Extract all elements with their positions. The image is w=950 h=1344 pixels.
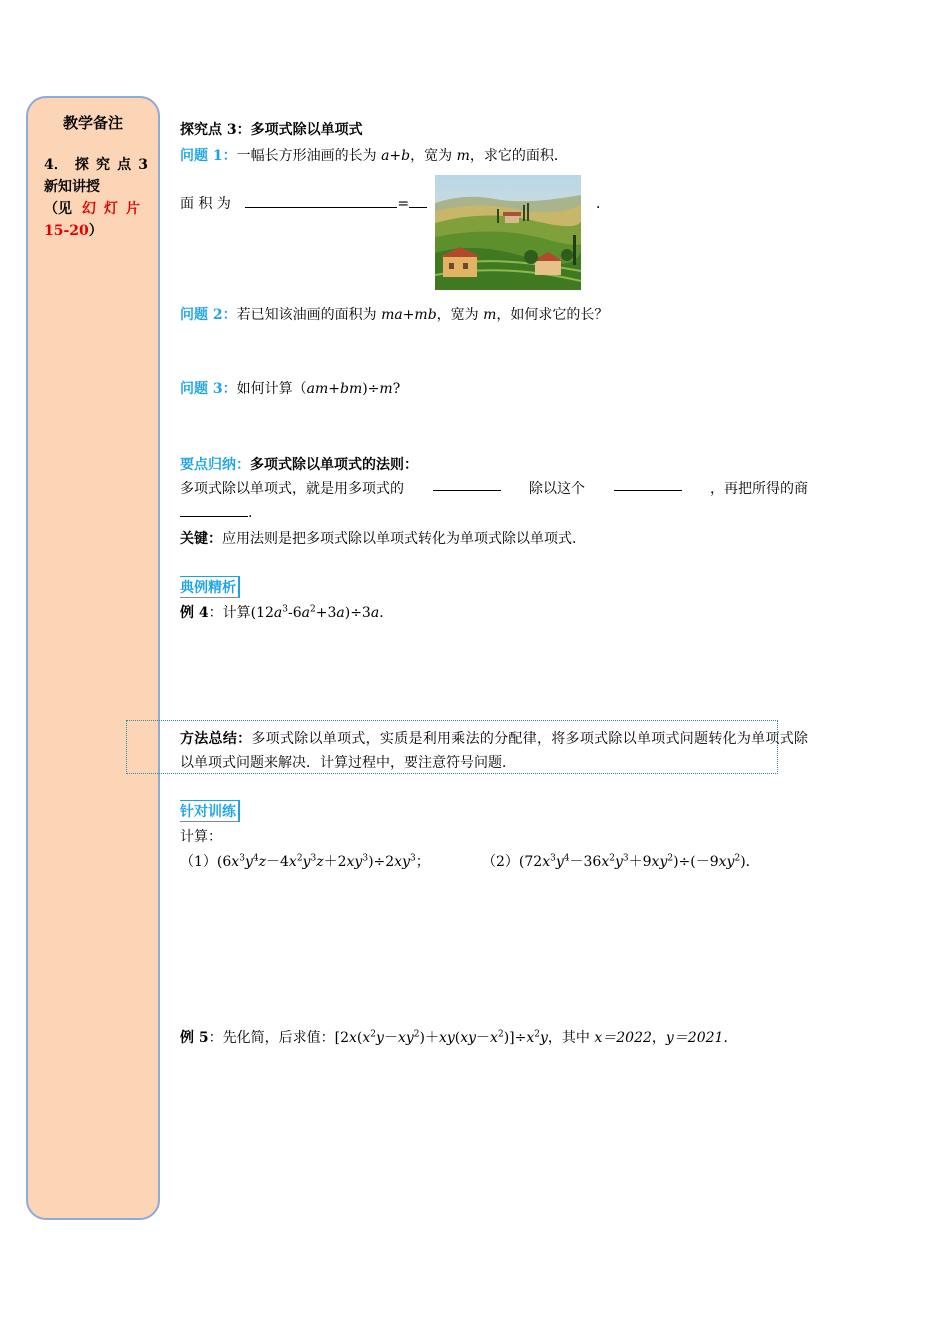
q3-text-b: )÷: [362, 381, 380, 397]
q2-label: 问题 2：: [180, 307, 237, 323]
ex4-expr-7: a: [370, 605, 380, 621]
summary-title: 多项式除以单项式的法则：: [250, 457, 418, 473]
q3-var: m: [379, 381, 393, 397]
p2-number: （2）: [482, 854, 519, 870]
rule-line-1: [180, 478, 808, 498]
rule-text-c: ，再把所得的商: [710, 481, 808, 497]
q2-area: ma+mb: [381, 307, 437, 323]
q1-length: a+b: [381, 148, 411, 164]
q2-text-a: 若已知该油画的面积为: [236, 307, 382, 323]
note-char-2: 究: [96, 157, 110, 173]
rule-line-2: [180, 504, 252, 521]
q3-label: 问题 3：: [180, 381, 237, 397]
teaching-notes-sidebar: [26, 96, 160, 1220]
q2-text-c: ，如何求它的长？: [496, 307, 609, 323]
p1-number: （1）: [180, 854, 217, 870]
area-equals: =: [397, 196, 410, 212]
ex4-label: 例 4: [180, 605, 209, 621]
ex4-expr-5: a: [336, 605, 345, 621]
sidebar-note-line4: [44, 220, 148, 242]
ex4-expr-4: +3: [315, 605, 337, 621]
ex4-exp-1: 3: [282, 604, 288, 615]
q1-text-a: 一幅长方形油画的长为: [236, 148, 382, 164]
area-blank-2[interactable]: [409, 195, 427, 208]
sidebar-title: 教学备注: [62, 114, 123, 132]
ex5-x: x＝2022: [594, 1030, 652, 1046]
rule-blank-3[interactable]: [180, 504, 248, 517]
method-label: 方法总结：: [180, 731, 252, 747]
ex5-label: 例 5: [180, 1030, 209, 1046]
sidebar-note: [44, 154, 148, 242]
sidebar-note-line1: [44, 154, 148, 176]
question-3: [180, 378, 400, 398]
examples-tag: 典例精析: [180, 576, 240, 598]
method-text: 多项式除以单项式，实质是利用乘法的分配律，将多项式除以单项式问题转化为单项式除以单项式问题来解决．计算过程中，要注意符号问题．: [180, 731, 809, 771]
question-1: [180, 145, 568, 165]
ex5-end: ．: [723, 1030, 738, 1046]
note-slides-link[interactable]: 幻灯片: [82, 201, 148, 217]
p1-expr: $(6x^3y^4z-4x^2y^3z+2xy^3)\div 2xy^3$；: [216, 853, 430, 870]
sidebar-note-line3: [44, 198, 148, 220]
examples-tag-row: [180, 576, 240, 598]
ex4-exp-2: 2: [310, 604, 316, 615]
q3-expr: am+bm: [306, 381, 363, 397]
section-heading: 探究点 3：多项式除以单项式: [180, 122, 363, 138]
ex5-text-a: ：先化简，后求值：: [208, 1030, 335, 1046]
summary-heading: [180, 454, 418, 474]
q2-width: m: [483, 307, 497, 323]
practice-problem-1: [180, 851, 430, 871]
key-point: [180, 528, 576, 548]
note-number: 4．: [44, 157, 68, 173]
rule-text-b: 除以这个: [529, 481, 585, 497]
key-label: 关键：: [180, 531, 222, 547]
note-char-3: 点: [117, 157, 132, 173]
note-paren-close: ）: [88, 223, 103, 239]
practice-problem-2: [482, 851, 760, 871]
ex4-expr-3: a: [301, 605, 310, 621]
ex4-expr-6: )÷3: [344, 605, 371, 621]
practice-intro: 计算：: [180, 829, 222, 845]
landscape-illustration: [435, 175, 581, 290]
note-char-4: 3: [138, 157, 148, 173]
ex5-text-b: ，其中: [547, 1030, 595, 1046]
area-label: 面 积 为: [180, 196, 231, 212]
example-4: [180, 602, 393, 622]
q1-text-b: ，宽为: [410, 148, 457, 164]
ex4-text: ：计算(12: [208, 605, 274, 621]
method-summary-box: [126, 720, 778, 774]
note-slide-range[interactable]: 15-20: [44, 223, 89, 239]
question-2: [180, 304, 608, 324]
ex5-expr: $[2x(x^2y-xy^2)+xy(xy-x^2)]\div x^2y$: [334, 1029, 548, 1046]
area-blank-1[interactable]: [245, 195, 397, 208]
p2-expr: $(72x^3y^4-36x^2y^3+9xy^2)\div(-9xy^2)$．: [518, 853, 760, 870]
practice-tag-row: [180, 800, 240, 822]
q1-width: m: [456, 148, 470, 164]
q3-text-c: ?: [392, 381, 401, 397]
ex4-expr-2: -6: [288, 605, 302, 621]
practice-tag: 针对训练: [180, 800, 240, 822]
area-period: ．: [596, 196, 610, 212]
rule-blank-1[interactable]: [433, 478, 501, 491]
rule-text-a: 多项式除以单项式，就是用多项式的: [180, 481, 404, 497]
ex5-sep: ，: [651, 1030, 666, 1046]
ex4-expr-1: a: [273, 605, 283, 621]
area-answer-line: [180, 193, 427, 213]
note-paren-open: （见: [44, 201, 72, 217]
sidebar-note-line2: 新知讲授: [44, 179, 100, 195]
q2-text-b: ，宽为: [436, 307, 484, 323]
key-text: 应用法则是把多项式除以单项式转化为单项式除以单项式.: [222, 531, 577, 547]
q3-text-a: 如何计算（: [236, 381, 307, 397]
rule-blank-2[interactable]: [614, 478, 682, 491]
q1-text-c: ，求它的面积．: [469, 148, 568, 164]
summary-label: 要点归纳：: [180, 457, 250, 473]
oil-painting-image: [435, 175, 581, 290]
example-5: [180, 1027, 737, 1047]
ex5-y: y＝2021: [665, 1030, 724, 1046]
note-char-1: 探: [74, 157, 89, 173]
ex4-tail: ．: [379, 605, 394, 621]
q1-label: 问题 1：: [180, 148, 237, 164]
rule-end: .: [248, 505, 253, 521]
